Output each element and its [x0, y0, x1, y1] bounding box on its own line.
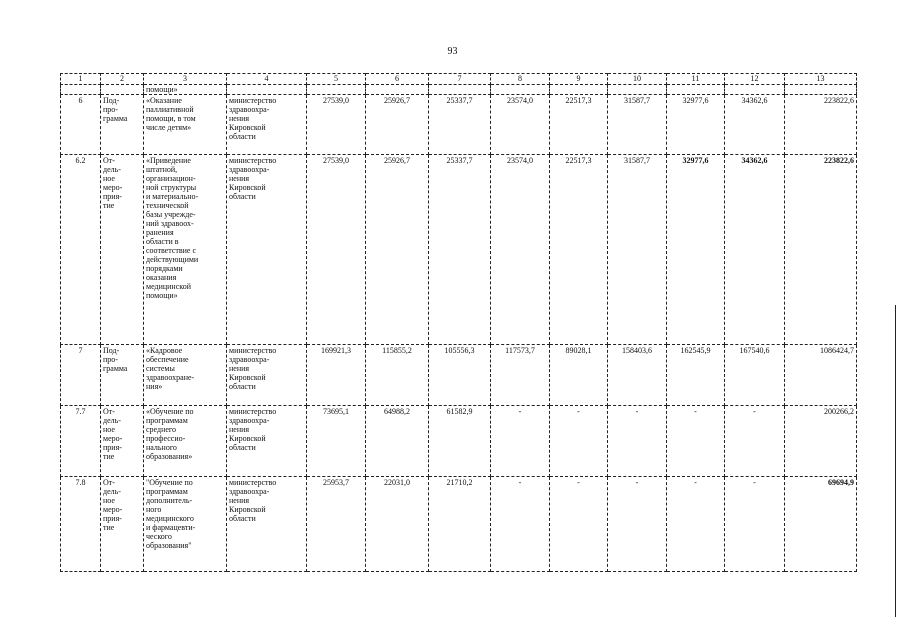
- row-value: -: [725, 477, 785, 572]
- row-name: «Кадровое обеспечение системы здравоохране- ния»: [144, 345, 227, 406]
- row-value: -: [608, 477, 667, 572]
- header-cell: 3: [144, 74, 227, 85]
- row-value: 158403,6: [608, 345, 667, 406]
- row-value: -: [725, 406, 785, 477]
- row-executor: министерство здравоохра- нения Кировской области: [227, 406, 307, 477]
- row-value: 32977,6: [667, 155, 725, 345]
- row-value: 32977,6: [667, 95, 725, 155]
- header-cell: 6: [366, 74, 429, 85]
- row-value: 22517,3: [550, 95, 608, 155]
- table-row: [61, 406, 857, 477]
- row-value: -: [667, 406, 725, 477]
- row-value: 21710,2: [429, 477, 491, 572]
- row-type: От- дель- ное меро- прия- тие: [101, 406, 144, 477]
- row-value: 167540,6: [725, 345, 785, 406]
- row-value: -: [608, 406, 667, 477]
- row-name: "Обучение по программам дополнитель- ного медицинского и фармацевти- ческого образования": [144, 477, 227, 572]
- row-number: 6.2: [61, 155, 101, 345]
- row-value: 34362,6: [725, 95, 785, 155]
- row-value: 64988,2: [366, 406, 429, 477]
- row-name: «Оказание паллиативной помощи, в том числе детям»: [144, 95, 227, 155]
- row-value: 27539,0: [307, 95, 366, 155]
- header-row: [61, 74, 857, 85]
- row-name: «Приведение штатной, организацион- ной структуры и материально- технической базы учрежде- ний здравоох- ранения области в соответствие с действующими порядками оказания медицинской помощи»: [144, 155, 227, 345]
- header-cell: 11: [667, 74, 725, 85]
- row-total: 223822,6: [785, 95, 857, 155]
- row-total: 69694,9: [785, 477, 857, 572]
- row-executor: министерство здравоохра- нения Кировской области: [227, 477, 307, 572]
- row-type: От- дель- ное меро- прия- тие: [101, 477, 144, 572]
- page-number: 93: [447, 46, 458, 57]
- budget-table: [60, 73, 857, 572]
- row-value: 162545,9: [667, 345, 725, 406]
- header-cell: 2: [101, 74, 144, 85]
- row-number: 7: [61, 345, 101, 406]
- row-value: 115855,2: [366, 345, 429, 406]
- table-row: [61, 95, 857, 155]
- row-executor: министерство здравоохра- нения Кировской области: [227, 155, 307, 345]
- row-value: -: [667, 477, 725, 572]
- header-cell: 1: [61, 74, 101, 85]
- table-row: [61, 477, 857, 572]
- row-value: 31587,7: [608, 155, 667, 345]
- row-type: Под- про- грамма: [101, 95, 144, 155]
- row-value: 25337,7: [429, 95, 491, 155]
- row-type: Под- про- грамма: [101, 345, 144, 406]
- header-cell: 5: [307, 74, 366, 85]
- continuation-text: помощи»: [144, 85, 227, 95]
- header-cell: 9: [550, 74, 608, 85]
- row-value: 22031,0: [366, 477, 429, 572]
- row-value: 73695,1: [307, 406, 366, 477]
- row-value: 22517,3: [550, 155, 608, 345]
- row-value: 23574,0: [491, 155, 550, 345]
- row-name: «Обучение по программам среднего профессио- нального образования»: [144, 406, 227, 477]
- row-value: 31587,7: [608, 95, 667, 155]
- row-value: 169921,3: [307, 345, 366, 406]
- header-cell: 13: [785, 74, 857, 85]
- row-value: 25337,7: [429, 155, 491, 345]
- row-number: 7.7: [61, 406, 101, 477]
- row-executor: министерство здравоохра- нения Кировской области: [227, 345, 307, 406]
- row-executor: министерство здравоохра- нения Кировской области: [227, 95, 307, 155]
- row-value: 25953,7: [307, 477, 366, 572]
- row-number: 6: [61, 95, 101, 155]
- row-value: -: [491, 477, 550, 572]
- row-value: -: [550, 406, 608, 477]
- header-cell: 8: [491, 74, 550, 85]
- row-value: 105556,3: [429, 345, 491, 406]
- header-cell: 7: [429, 74, 491, 85]
- row-total: 1086424,7: [785, 345, 857, 406]
- row-value: -: [550, 477, 608, 572]
- table-row: [61, 155, 857, 345]
- table-row: [61, 345, 857, 406]
- row-total: 200266,2: [785, 406, 857, 477]
- row-value: 89028,1: [550, 345, 608, 406]
- header-cell: 10: [608, 74, 667, 85]
- row-value: 25926,7: [366, 95, 429, 155]
- row-value: 117573,7: [491, 345, 550, 406]
- continuation-row: [61, 85, 857, 95]
- row-number: 7.8: [61, 477, 101, 572]
- row-type: От- дель- ное меро- прия- тие: [101, 155, 144, 345]
- row-value: 27539,0: [307, 155, 366, 345]
- header-cell: 4: [227, 74, 307, 85]
- scan-edge-line: [895, 305, 896, 617]
- row-value: 25926,7: [366, 155, 429, 345]
- header-cell: 12: [725, 74, 785, 85]
- row-value: 34362,6: [725, 155, 785, 345]
- row-value: 61582,9: [429, 406, 491, 477]
- row-total: 223822,6: [785, 155, 857, 345]
- row-value: 23574,0: [491, 95, 550, 155]
- row-value: -: [491, 406, 550, 477]
